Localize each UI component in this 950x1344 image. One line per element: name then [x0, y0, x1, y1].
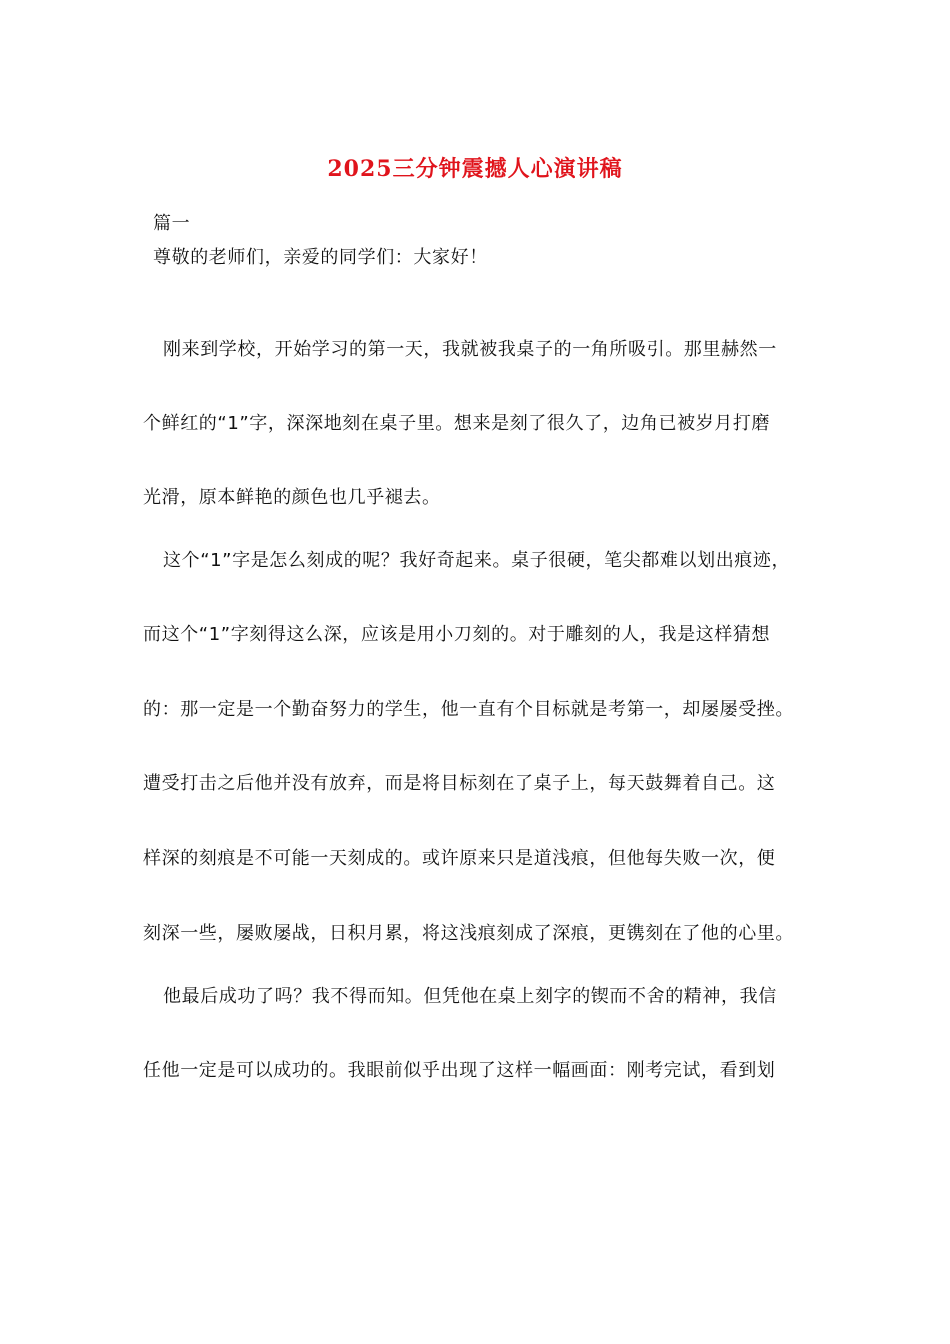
paragraph-line: 遭受打击之后他并没有放弃，而是将目标刻在了桌子上，每天鼓舞着自己。这 [143, 773, 776, 794]
paragraph-line: 他最后成功了吗？我不得而知。但凭他在桌上刻字的锲而不舍的精神，我信 [163, 986, 777, 1007]
section-heading: 篇一 [153, 213, 191, 234]
paragraph-line: 刚来到学校，开始学习的第一天，我就被我桌子的一角所吸引。那里赫然一 [163, 339, 777, 360]
greeting-line: 尊敬的老师们，亲爱的同学们：大家好！ [153, 247, 488, 268]
paragraph-line: 光滑，原本鲜艳的颜色也几乎褪去。 [143, 487, 441, 508]
paragraph-line: 刻深一些，屡败屡战，日积月累，将这浅痕刻成了深痕，更镌刻在了他的心里。 [143, 923, 794, 944]
document-title: 2025三分钟震撼人心演讲稿 [327, 156, 623, 182]
paragraph-line: 的：那一定是一个勤奋努力的学生，他一直有个目标就是考第一，却屡屡受挫。 [143, 699, 794, 720]
paragraph-line: 样深的刻痕是不可能一天刻成的。或许原来只是道浅痕，但他每失败一次，便 [143, 848, 776, 869]
paragraph-line: 个鲜红的“1”字，深深地刻在桌子里。想来是刻了很久了，边角已被岁月打磨 [143, 413, 771, 434]
paragraph-line: 而这个“1”字刻得这么深，应该是用小刀刻的。对于雕刻的人，我是这样猜想 [143, 624, 771, 645]
paragraph-line: 这个“1”字是怎么刻成的呢？我好奇起来。桌子很硬，笔尖都难以划出痕迹， [163, 550, 791, 571]
paragraph-line: 任他一定是可以成功的。我眼前似乎出现了这样一幅画面：刚考完试，看到划 [143, 1060, 776, 1081]
